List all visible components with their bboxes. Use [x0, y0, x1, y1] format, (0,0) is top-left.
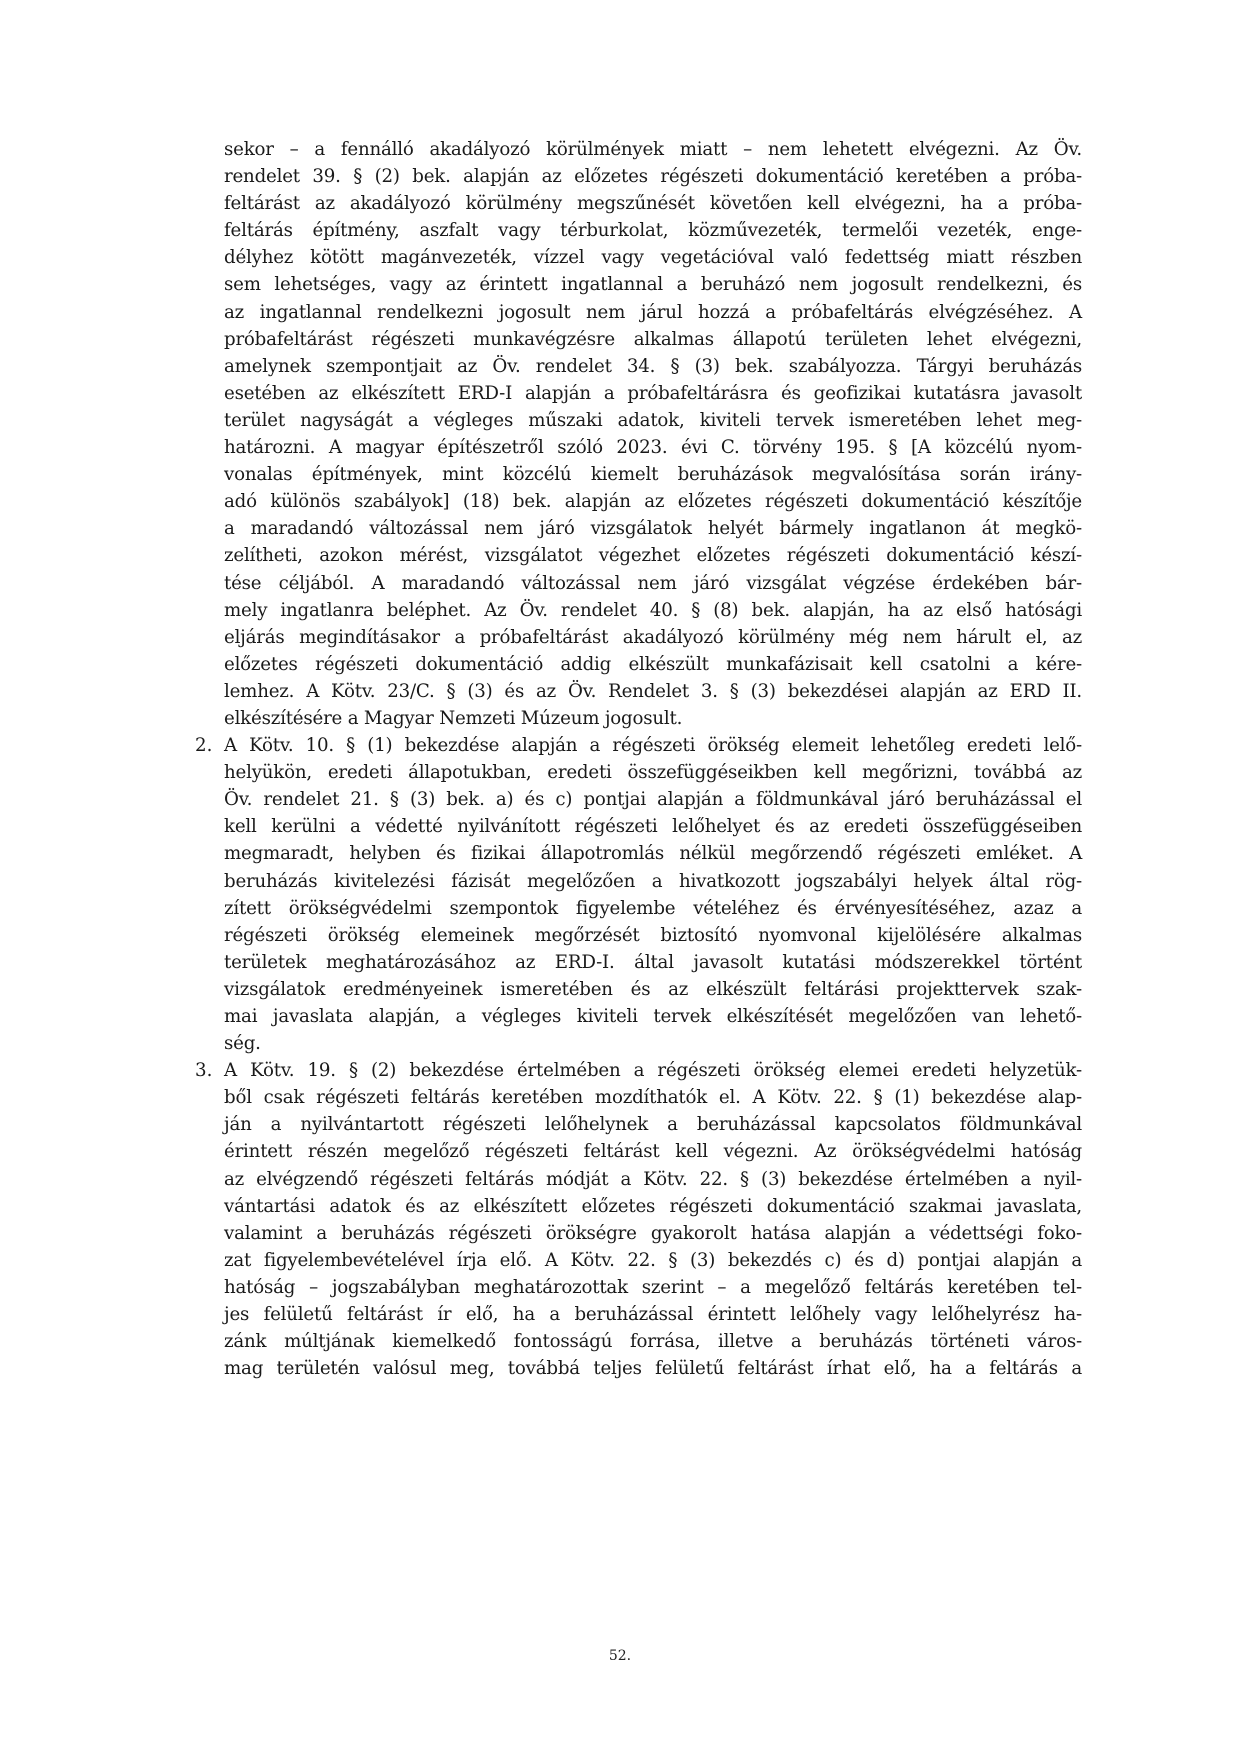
text-line: előzetes régészeti dokumentáció addig elkészült munkafázisait kell csatolni a kére-	[224, 653, 1082, 675]
text-line: hatóság – jogszabályban meghatározottak szerint – a megelőző feltárás keretében tel-	[224, 1276, 1082, 1298]
page-number: 52.	[608, 1648, 632, 1664]
text-line: esetében az elkészített ERD-I alapján a próbafeltárásra és geofizikai kutatásra javasolt	[224, 382, 1082, 404]
text-line: területek meghatározásához az ERD-I. által javasolt kutatási módszerekkel történt	[224, 951, 1082, 973]
text-line: délyhez kötött magánvezeték, vízzel vagy vegetációval való fedettség miatt részben	[224, 247, 1082, 269]
text-line: tése céljából. A maradandó változással nem járó vizsgálat végzése érdekében bár-	[224, 572, 1082, 594]
text-line: lemhez. A Kötv. 23/C. § (3) és az Öv. Rendelet 3. § (3) bekezdései alapján az ERD II.	[224, 680, 1082, 702]
text-line: rendelet 39. § (2) bek. alapján az előzetes régészeti dokumentáció keretében a próba-	[224, 166, 1082, 188]
text-line: adó különös szabályok] (18) bek. alapján az előzetes régészeti dokumentáció készítője	[224, 491, 1082, 513]
text-line: beruházás kivitelezési fázisát megelőzően a hivatkozott jogszabályi helyek által rög-	[224, 870, 1082, 892]
text-line: ből csak régészeti feltárás keretében mozdíthatók el. A Kötv. 22. § (1) bekezdése alap-	[224, 1087, 1082, 1109]
text-line: sekor – a fennálló akadályozó körülmények miatt – nem lehetett elvégezni. Az Öv.	[224, 139, 1082, 160]
text-line: régészeti örökség elemeinek megőrzését biztosító nyomvonal kijelölésére alkalmas	[224, 924, 1082, 946]
text-line: terület nagyságát a végleges műszaki adatok, kiviteli tervek ismeretében lehet meg-	[224, 409, 1082, 431]
text-line: mai javaslata alapján, a végleges kiviteli tervek elkészítését megelőzően van lehető-	[224, 1006, 1082, 1027]
text-line: az elvégzendő régészeti feltárás módját a Kötv. 22. § (3) bekezdése értelmében a nyil-	[224, 1168, 1082, 1190]
body-text	[195, 136, 1082, 1382]
text-line: zelítheti, azokon mérést, vizsgálatot végezhet előzetes régészeti dokumentáció készí-	[224, 545, 1082, 567]
text-line: feltárást az akadályozó körülmény megszűnését követően kell elvégezni, ha a próba-	[224, 193, 1082, 215]
text-line: mag területén valósul meg, továbbá teljes felületű feltárást írhat elő, ha a feltárás a	[224, 1358, 1082, 1380]
text-line: amelynek szempontjait az Öv. rendelet 34. § (3) bek. szabályozza. Tárgyi beruházás	[224, 355, 1082, 377]
text-line: zánk múltjának kiemelkedő fontosságú forrása, illetve a beruházás történeti város-	[224, 1331, 1082, 1353]
text-line: zített örökségvédelmi szempontok figyelembe vételéhez és érvényesítéséhez, azaz a	[224, 897, 1082, 919]
text-line: az ingatlannal rendelkezni jogosult nem járul hozzá a próbafeltárás elvégzéséhez. A	[224, 301, 1082, 323]
continuation-paragraph	[224, 136, 1082, 732]
text-line: A Kötv. 19. § (2) bekezdése értelmében a régészeti örökség elemei eredeti helyzetük-	[224, 1060, 1082, 1082]
text-line: helyükön, eredeti állapotukban, eredeti összefüggéseikben kell megőrizni, továbbá az	[224, 762, 1082, 784]
list-item-2	[195, 732, 1082, 1057]
text-line: feltárás építmény, aszfalt vagy térburkolat, közművezeték, termelői vezeték, enge-	[224, 220, 1082, 242]
text-line: zat figyelembevételével írja elő. A Kötv. 22. § (3) bekezdés c) és d) pontjai alapján a	[224, 1249, 1082, 1271]
text-line: Öv. rendelet 21. § (3) bek. a) és c) pontjai alapján a földmunkával járó beruházással el	[224, 789, 1082, 811]
text-line: elkészítésére a Magyar Nemzeti Múzeum jogosult.	[224, 707, 683, 729]
list-item-number: 3.	[195, 1060, 213, 1082]
list-item-number: 2.	[195, 735, 213, 757]
text-line: vántartási adatok és az elkészített előzetes régészeti dokumentáció szakmai javaslata,	[224, 1195, 1082, 1217]
text-line: vonalas építmények, mint közcélú kiemelt beruházások megvalósítása során irány-	[224, 464, 1082, 486]
text-line: a maradandó változással nem járó vizsgálatok helyét bármely ingatlanon át megkö-	[224, 518, 1082, 540]
text-line: határozni. A magyar építészetről szóló 2023. évi C. törvény 195. § [A közcélú nyom-	[224, 437, 1082, 459]
text-line: kell kerülni a védetté nyilvánított régészeti lelőhelyet és az eredeti összefüggéseiben	[224, 816, 1082, 838]
text-line: valamint a beruházás régészeti örökségre gyakorolt hatása alapján a védettségi foko-	[224, 1222, 1082, 1244]
text-line: vizsgálatok eredményeinek ismeretében és az elkészült feltárási projekttervek szak-	[224, 978, 1082, 1000]
text-line: A Kötv. 10. § (1) bekezdése alapján a régészeti örökség elemeit lehetőleg eredeti lelő-	[224, 735, 1082, 757]
text-line: ség.	[224, 1033, 261, 1055]
text-line: mely ingatlanra beléphet. Az Öv. rendelet 40. § (8) bek. alapján, ha az első hatósági	[224, 599, 1082, 621]
text-line: ján a nyilvántartott régészeti lelőhelynek a beruházással kapcsolatos földmunkával	[224, 1114, 1082, 1136]
text-line: érintett részén megelőző régészeti feltárást kell végezni. Az örökségvédelmi hatóság	[224, 1141, 1082, 1163]
text-line: próbafeltárást régészeti munkavégzésre alkalmas állapotú területen lehet elvégezni,	[224, 328, 1082, 350]
text-line: eljárás megindításakor a próbafeltárást akadályozó körülmény még nem hárult el, az	[224, 626, 1082, 648]
text-line: sem lehetséges, vagy az érintett ingatlannal a beruházó nem jogosult rendelkezni, és	[224, 274, 1082, 296]
list-item-3	[195, 1057, 1082, 1382]
text-line: jes felületű feltárást ír elő, ha a beruházással érintett lelőhely vagy lelőhelyrész ha-	[224, 1304, 1082, 1326]
text-line: megmaradt, helyben és fizikai állapotromlás nélkül megőrzendő régészeti emléket. A	[224, 843, 1082, 865]
